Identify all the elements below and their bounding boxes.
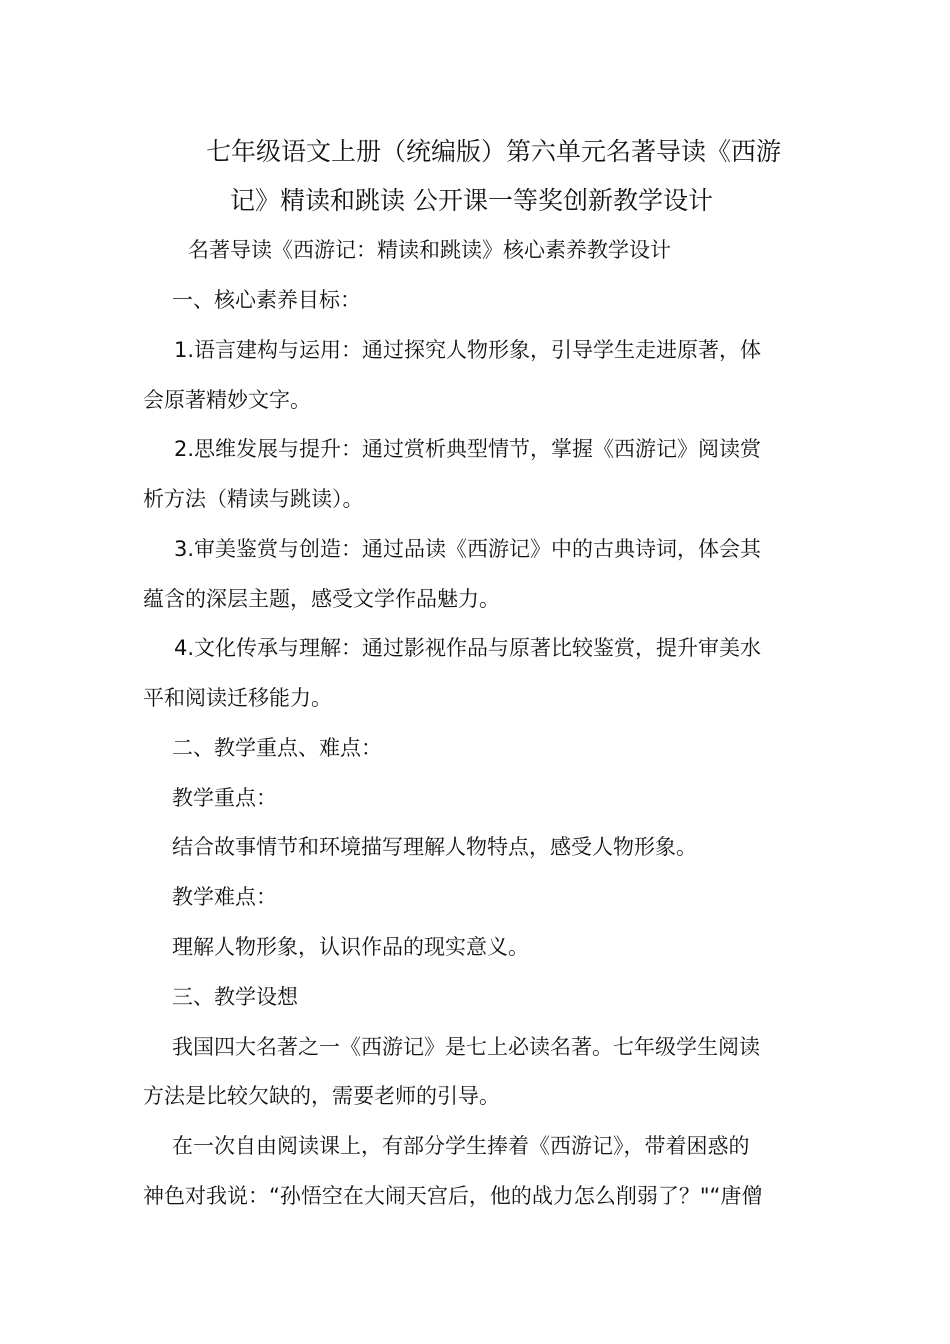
section-heading-key-points: 二、教学重点、难点： xyxy=(172,736,382,760)
goal-1-line-2: 会原著精妙文字。 xyxy=(143,388,311,412)
difficulty-label: 教学难点： xyxy=(172,885,277,909)
goal-4-line-2: 平和阅读迁移能力。 xyxy=(143,686,332,710)
section-heading-goals: 一、核心素养目标： xyxy=(172,288,361,312)
section-heading-teaching-plan: 三、教学设想 xyxy=(172,985,298,1009)
goal-3-line-1: 3.审美鉴赏与创造：通过品读《西游记》中的古典诗词，体会其 xyxy=(174,537,762,561)
paragraph-1-line-2: 方法是比较欠缺的，需要老师的引导。 xyxy=(143,1084,500,1108)
document-title-line-2: 记》精读和跳读 公开课一等奖创新教学设计 xyxy=(230,186,713,215)
goal-2-line-1: 2.思维发展与提升：通过赏析典型情节，掌握《西游记》阅读赏 xyxy=(174,437,762,461)
paragraph-2-line-1: 在一次自由阅读课上，有部分学生捧着《西游记》，带着困惑的 xyxy=(172,1134,750,1158)
key-point-text: 结合故事情节和环境描写理解人物特点，感受人物形象。 xyxy=(172,835,697,859)
paragraph-1-line-1: 我国四大名著之一《西游记》是七上必读名著。七年级学生阅读 xyxy=(172,1035,760,1059)
document-title-line-1: 七年级语文上册（统编版）第六单元名著导读《西游 xyxy=(206,137,782,166)
document-subtitle: 名著导读《西游记：精读和跳读》核心素养教学设计 xyxy=(188,238,671,262)
goal-1-line-1: 1.语言建构与运用：通过探究人物形象，引导学生走进原著，体 xyxy=(174,338,762,362)
goal-3-line-2: 蕴含的深层主题，感受文学作品魅力。 xyxy=(143,587,500,611)
key-point-label: 教学重点： xyxy=(172,786,277,810)
paragraph-2-line-2: 神色对我说：“孙悟空在大闹天宫后，他的战力怎么削弱了？"“唐僧 xyxy=(143,1184,763,1208)
goal-2-line-2: 析方法（精读与跳读）。 xyxy=(143,487,364,511)
difficulty-text: 理解人物形象，认识作品的现实意义。 xyxy=(172,935,529,959)
goal-4-line-1: 4.文化传承与理解：通过影视作品与原著比较鉴赏，提升审美水 xyxy=(174,636,762,660)
